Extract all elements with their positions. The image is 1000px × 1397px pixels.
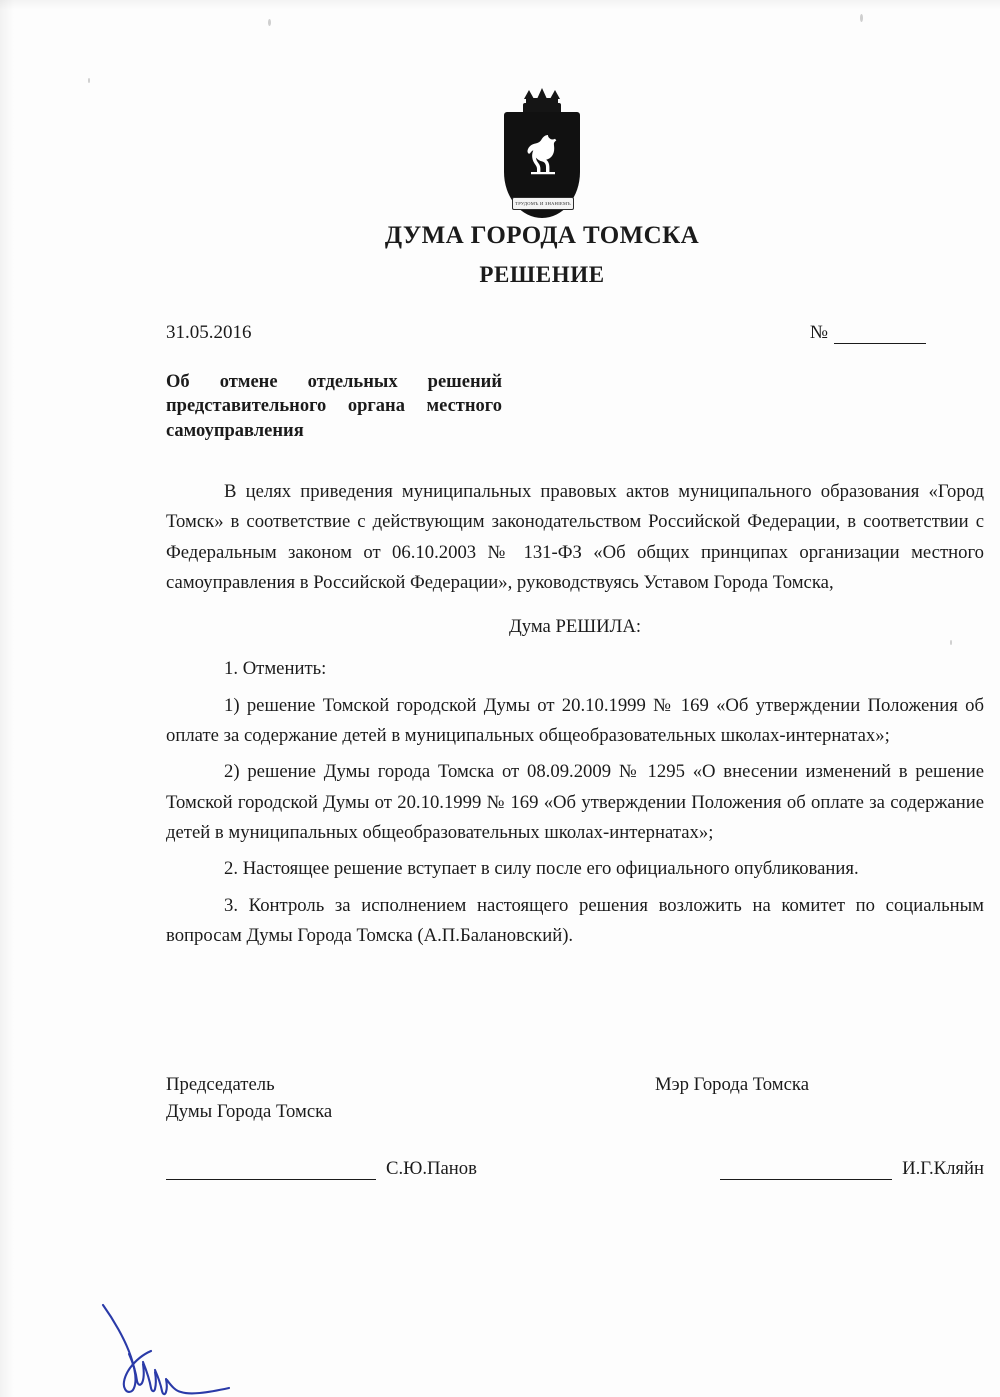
document-number-blank-line [834,329,926,344]
signature-left-rule [166,1164,376,1180]
scan-speck [268,19,271,26]
document-date: 31.05.2016 [166,322,252,343]
signature-left-name: С.Ю.Панов [386,1158,477,1179]
signature-left-title-line2: Думы Города Томска [166,1100,333,1122]
document-type-title: РЕШЕНИЕ [479,262,605,287]
clause-3: 3. Контроль за исполнением настоящего решения возложить на комитет по социальным вопросам Думы Города Томска (А.П.Балановский). [166,894,984,946]
signature-lines-row [166,1158,984,1180]
document-subject: Об отмене отдельных решений представительного органа местного самоуправления [166,372,502,441]
organization-title: ДУМА ГОРОДА ТОМСКА [384,222,700,249]
signature-right-rule [720,1164,892,1180]
signature-right-block [720,1158,984,1180]
scan-speck [860,14,863,22]
signature-left-title-line1: Председатель [166,1074,275,1095]
document-meta-row [166,322,926,344]
document-body [166,477,984,957]
coat-of-arms-icon [504,90,580,218]
signature-right-title-line1: Мэр Города Томска [655,1074,809,1095]
signature-right-title [495,1072,984,1125]
clause-1: 1. Отменить: [224,658,327,680]
coat-of-arms-container [158,90,926,218]
clause-2: 2. Настоящее решение вступает в силу после его официального опубликования. [224,858,859,880]
clause-1-2: 2) решение Думы города Томска от 08.09.2009 № 1295 «О внесении изменений в решение Томской городской Думы от 20.10.1999 № 169 «Об утверждении Положения об оплате за содержание детей в муниципальных общеобразовательных школах-интернатах»; [166,761,984,843]
signature-titles-row [166,1072,984,1125]
signature-right-name: И.Г.Кляйн [902,1158,984,1179]
scan-edge-shading-left [0,0,14,1397]
signature-left-title [166,1072,495,1125]
handwritten-signature-mark [95,1300,315,1397]
horse-icon [518,130,566,178]
preamble-paragraph: В целях приведения муниципальных правовых актов муниципального образования «Город Томск» в соответствие с действующим законодательством Российской Федерации, в соответствии с Федеральным законом от 06.10.2003 № 131-ФЗ «Об общих принципах организации местного самоуправления в Российской Федерации», руководствуясь Уставом Города Томска, [166,481,984,593]
signature-left-block [166,1158,477,1180]
clause-1-1: 1) решение Томской городской Думы от 20.10.1999 № 169 «Об утверждении Положения об оплате за содержание детей в муниципальных общеобразовательных школах-интернатах»; [166,694,984,747]
crown-icon [523,90,561,114]
document-number-label: № [809,322,828,343]
resolution-heading: Дума РЕШИЛА: [508,616,642,638]
scan-speck [88,78,90,83]
motto-ribbon: ТРУДОМЪ И ЗНАНІЕМЪ [512,197,574,210]
document-number [810,322,926,344]
scan-edge-shading-top [0,0,1000,10]
